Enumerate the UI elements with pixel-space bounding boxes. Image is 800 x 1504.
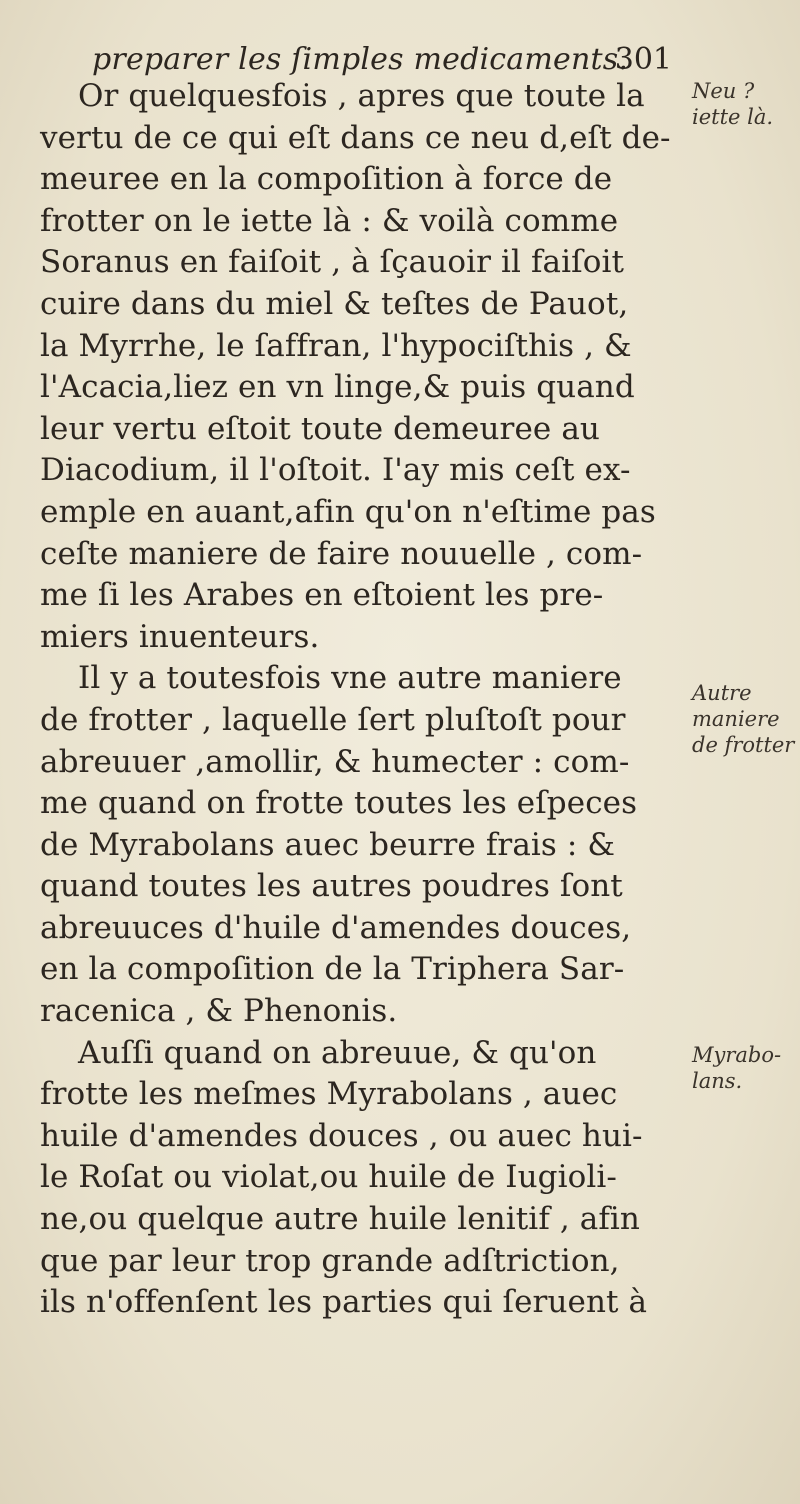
text-line: frotte les meſmes Myrabolans , auec [40, 1076, 618, 1113]
text-line: me quand on frotte toutes les eſpeces [40, 785, 638, 822]
margin-note-line: Neu ? [692, 79, 755, 103]
margin-note-line: maniere [692, 707, 780, 731]
text-line: vertu de ce qui eſt dans ce neu d,eſt de- [40, 119, 671, 156]
text-line: de frotter , laquelle ſert pluſtoſt pour [40, 701, 626, 738]
text-line: Auſſi quand on abreuue, & qu'on [78, 1034, 597, 1071]
margin-note-line: Myrabo- [692, 1043, 782, 1067]
margin-note-line: iette là. [692, 105, 774, 129]
text-line: ceſte maniere de faire nouuelle , com- [40, 535, 643, 572]
text-line: frotter on le iette là : & voilà comme [40, 202, 619, 239]
text-line: quand toutes les autres poudres ſont [40, 868, 623, 905]
text-line: abreuuer ,amollir, & humecter : com- [40, 743, 630, 780]
text-line: abreuuces d'huile d'amendes douces, [40, 909, 632, 946]
text-line: cuire dans du miel & teſtes de Pauot, [40, 285, 629, 322]
text-line: emple en auant,afin qu'on n'eſtime pas [40, 493, 656, 530]
text-line: huile d'amendes douces , ou auec hui- [40, 1117, 643, 1154]
text-line: Soranus en faiſoit , à ſçauoir il faiſoit [40, 244, 625, 281]
margin-note-neu [692, 78, 796, 130]
text-line: ils n'offenſent les parties qui ſeruent à [40, 1284, 648, 1321]
text-line: l'Acacia,liez en vn linge,& puis quand [40, 369, 635, 406]
text-line: que par leur trop grande adſtriction, [40, 1242, 620, 1279]
page-number: 301 [614, 42, 672, 77]
text-line: de Myrabolans auec beurre frais : & [40, 826, 616, 863]
text-line: le Roſat ou violat,ou huile de Iugioli- [40, 1159, 617, 1196]
text-line: leur vertu eſtoit toute demeuree au [40, 410, 600, 447]
text-line: ne,ou quelque autre huile lenitif , afin [40, 1201, 640, 1238]
text-line: Diacodium, il l'oſtoit. I'ay mis ceſt ex- [40, 452, 631, 489]
text-line: la Myrrhe, le ſaffran, l'hypociſthis , & [40, 327, 632, 364]
text-line: me ſi les Arabes en eſtoient les pre- [40, 577, 604, 614]
text-line: Or quelquesfois , apres que toute la [78, 78, 645, 114]
margin-note-autre-maniere [692, 680, 796, 758]
margin-note-line: lans. [692, 1069, 743, 1093]
margin-note-myrabolans [692, 1042, 796, 1094]
margin-note-line: Autre [692, 681, 752, 705]
text-line: miers inuenteurs. [40, 618, 320, 655]
text-line: racenica , & Phenonis. [40, 993, 398, 1030]
running-head: preparer les ſimples medicaments. [92, 42, 629, 77]
main-text-block [40, 76, 680, 1324]
text-line: en la compoſition de la Triphera Sar- [40, 951, 625, 988]
text-line: meuree en la compoſition à force de [40, 161, 613, 198]
text-line: Il y a toutesfois vne autre maniere [78, 660, 622, 697]
margin-note-line: de frotter [692, 733, 795, 757]
